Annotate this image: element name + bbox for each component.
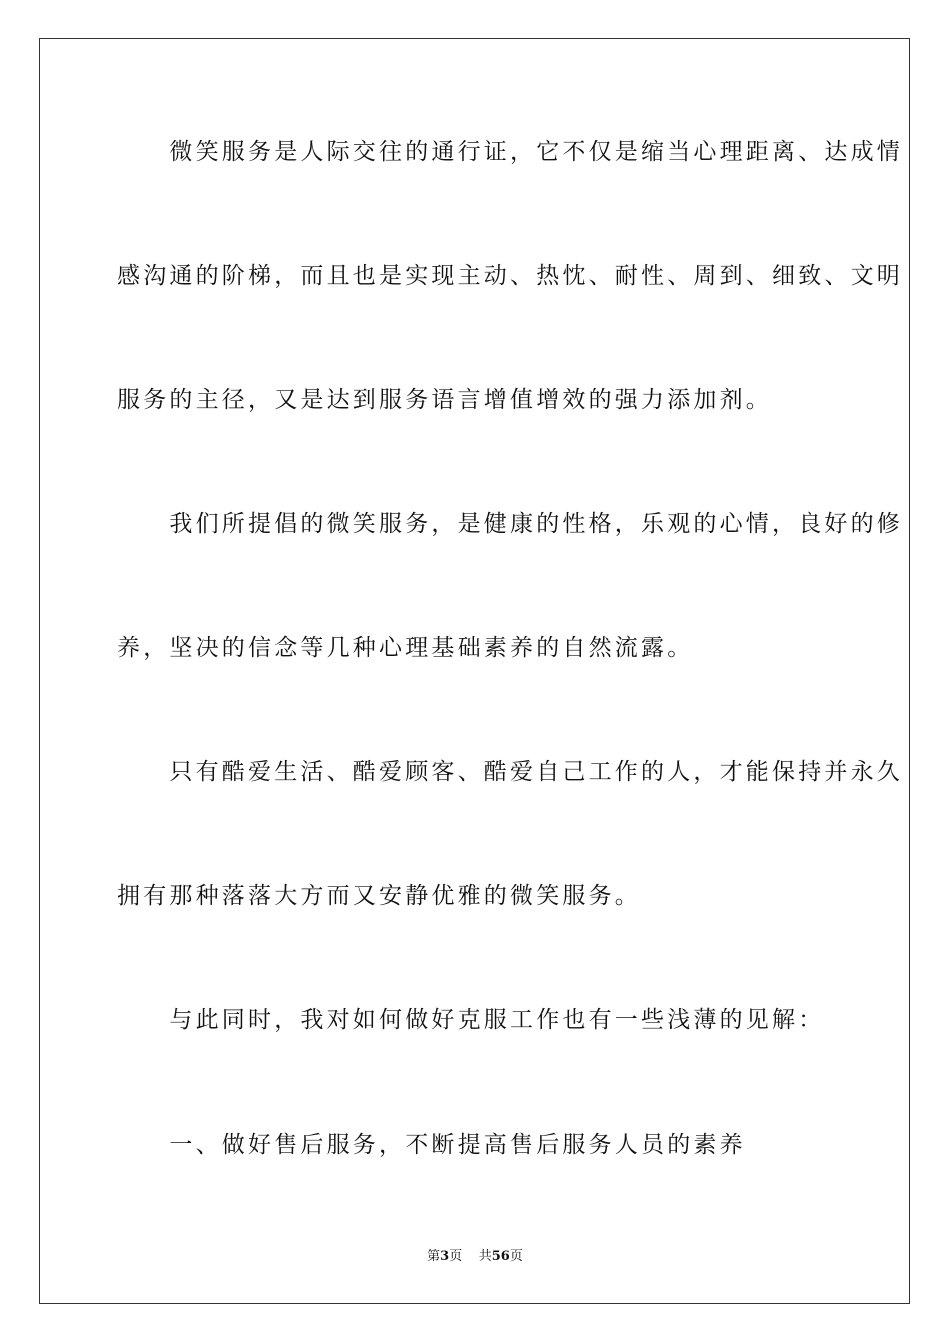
paragraph-2-line-1: 我们所提倡的微笑服务，是健康的性格，乐观的心情，良好的修 bbox=[117, 511, 903, 537]
paragraph-3-line-2: 拥有那种落落大方而又安静优雅的微笑服务。 bbox=[117, 883, 641, 909]
footer-page-number: 3 bbox=[440, 1249, 450, 1264]
paragraph-3-line-1: 只有酷爱生活、酷爱顾客、酷爱自己工作的人，才能保持并永久 bbox=[117, 759, 903, 785]
paragraph-1-line-3: 服务的主径，又是达到服务语言增值增效的强力添加剂。 bbox=[117, 387, 772, 413]
section-heading-1: 一、做好售后服务，不断提高售后服务人员的素养 bbox=[117, 1132, 746, 1158]
footer-page-suffix: 页 bbox=[449, 1249, 463, 1264]
paragraph-4-line-1: 与此同时，我对如何做好克服工作也有一些浅薄的见解： bbox=[117, 1007, 825, 1033]
footer-page-prefix: 第 bbox=[427, 1249, 441, 1264]
footer-total-suffix: 页 bbox=[509, 1249, 523, 1264]
page-footer bbox=[0, 1248, 950, 1266]
footer-total-prefix: 共 bbox=[478, 1249, 492, 1264]
paragraph-2-line-2: 养，坚决的信念等几种心理基础素养的自然流露。 bbox=[117, 635, 694, 661]
footer-total-pages: 56 bbox=[491, 1249, 510, 1264]
page-border bbox=[39, 38, 910, 1304]
paragraph-1-line-1: 微笑服务是人际交往的通行证，它不仅是缩当心理距离、达成情 bbox=[117, 139, 903, 165]
paragraph-1-line-2: 感沟通的阶梯，而且也是实现主动、热忱、耐性、周到、细致、文明 bbox=[117, 263, 903, 289]
